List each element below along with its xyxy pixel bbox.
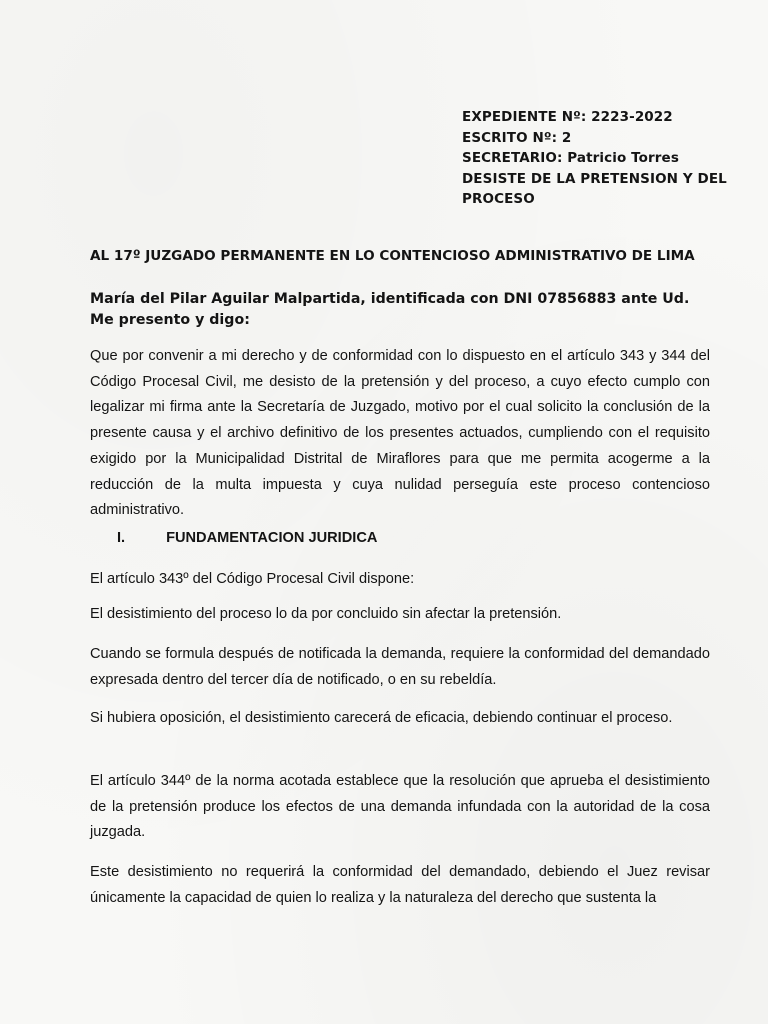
case-number: EXPEDIENTE Nº: 2223-2022 — [462, 109, 673, 125]
secretary-name: SECRETARIO: Patricio Torres — [462, 150, 679, 166]
paragraph-conformidad: Este desistimiento no requerirá la conformidad del demandado, debiendo el Juez revisar únicamente la capacidad de quien lo realiza y la naturaleza del derecho que sustenta la — [90, 864, 710, 906]
filing-number: ESCRITO Nº: 2 — [462, 129, 572, 146]
section-title: FUNDAMENTACION JURIDICA — [166, 530, 378, 546]
paragraph-article-343: El artículo 343º del Código Procesal Civil dispone: — [90, 571, 415, 587]
case-header — [462, 107, 742, 210]
paragraph-oposicion: Si hubiera oposición, el desistimiento carecerá de eficacia, debiendo continuar el proceso. — [90, 710, 673, 726]
section-heading — [117, 530, 377, 546]
paragraph-notificada: Cuando se formula después de notificada la demanda, requiere la conformidad del demandado expresada dentro del tercer día de notificado, o en su rebeldía. — [90, 646, 710, 688]
paragraph-article-344: El artículo 344º de la norma acotada establece que la resolución que aprueba el desistimiento de la pretensión produce los efectos de una demanda infundada con la autoridad de la cosa juzgada. — [90, 773, 710, 841]
paragraph-desistimiento: El desistimiento del proceso lo da por concluido sin afectar la pretensión. — [90, 606, 562, 622]
petitioner-intro: María del Pilar Aguilar Malpartida, identificada con DNI 07856883 ante Ud. Me presento y digo: — [90, 291, 690, 328]
section-number: I. — [117, 530, 126, 546]
subject-line-2: PROCESO — [462, 191, 535, 207]
subject-line-1: DESISTE DE LA PRETENSION Y DEL — [462, 170, 727, 187]
paragraph-request: Que por convenir a mi derecho y de conformidad con lo dispuesto en el artículo 343 y 344 del Código Procesal Civil, me desisto de la pretensión y del proceso, a cuyo efecto cumplo con legalizar mi firma ante la Secretaría de Juzgado, motivo por el cual solicito la conclusión de la presente causa y el archivo definitivo de los presentes actuados, cumpliendo con el requisito exigido por la Municipalidad Distrital de Miraflores para que me permita acogerme a la reducción de la multa impuesta y cuya nulidad perseguía este proceso contencioso administrativo. — [90, 348, 710, 519]
court-addressee: AL 17º JUZGADO PERMANENTE EN LO CONTENCIOSO ADMINISTRATIVO DE LIMA — [90, 248, 695, 264]
